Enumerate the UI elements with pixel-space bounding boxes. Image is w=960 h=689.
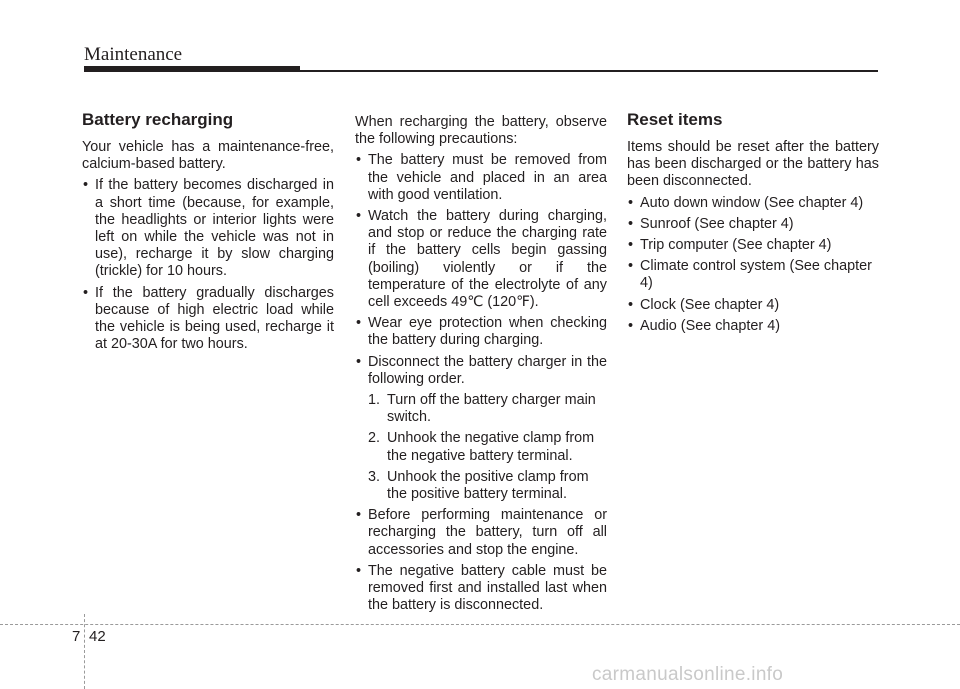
battery-recharging-section xyxy=(82,109,334,357)
precaution-bullet: • Wear eye protection when checking the battery during charging. xyxy=(355,315,607,349)
reset-item: • Audio (See chapter 4) xyxy=(627,318,879,335)
reset-item: • Clock (See chapter 4) xyxy=(627,297,879,314)
step-text: Turn off the battery charger main switch. xyxy=(387,392,596,426)
reset-item: • Sunroof (See chapter 4) xyxy=(627,216,879,233)
step-number: 3. xyxy=(368,468,381,485)
precaution-bullet: • The negative battery cable must be removed first and installed last when the battery is disconnected. xyxy=(355,563,607,615)
precautions-bullet-list-after xyxy=(355,507,607,614)
battery-bullet: • If the battery becomes discharged in a short time (because, for example, the headlights or interior lights were left on while the vehicle was not in use), recharge it by slow charging (trickle) for 10 hours. xyxy=(82,177,334,280)
disconnect-step xyxy=(368,469,607,503)
footer-divider xyxy=(0,624,960,625)
disconnect-step xyxy=(368,392,607,426)
reset-items-heading: Reset items xyxy=(627,110,723,129)
page-header-title: Maintenance xyxy=(84,44,183,65)
watermark: carmanualsonline.info xyxy=(592,664,784,685)
footer-vertical-divider xyxy=(84,614,85,689)
reset-item: • Trip computer (See chapter 4) xyxy=(627,237,879,254)
disconnect-steps-list xyxy=(355,392,607,503)
precautions-intro: When recharging the battery, observe the following precautions: xyxy=(355,114,607,148)
battery-recharging-heading: Battery recharging xyxy=(82,110,234,129)
precaution-bullet: • Disconnect the battery charger in the following order. xyxy=(355,354,607,388)
battery-intro: Your vehicle has a maintenance-free, calcium-based battery. xyxy=(82,139,334,173)
precaution-bullet: • Watch the battery during charging, and stop or reduce the charging rate if the battery cells begin gassing (boiling) violently or if the temperature of the electrolyte of any cell exceeds 49℃ (120℉). xyxy=(355,208,607,311)
step-text: Unhook the positive clamp from the positive battery terminal. xyxy=(387,468,589,503)
precautions-section xyxy=(355,114,607,618)
header-rule-thin xyxy=(300,70,878,72)
reset-item: • Climate control system (See chapter 4) xyxy=(627,258,879,292)
precaution-bullet: • Before performing maintenance or recharging the battery, turn off all accessories and stop the engine. xyxy=(355,507,607,559)
reset-items-section xyxy=(627,109,879,339)
reset-intro: Items should be reset after the battery has been discharged or the battery has been disconnected. xyxy=(627,139,879,190)
chapter-number: 7 xyxy=(72,628,81,645)
step-number: 1. xyxy=(368,392,381,409)
disconnect-step xyxy=(368,430,607,464)
battery-bullet: • If the battery gradually discharges because of high electric load while the vehicle is being used, recharge it at 20-30A for two hours. xyxy=(82,285,334,354)
reset-items-list xyxy=(627,195,879,335)
step-number: 2. xyxy=(368,430,381,447)
precaution-bullet: • The battery must be removed from the vehicle and placed in an area with good ventilation. xyxy=(355,152,607,204)
step-text: Unhook the negative clamp from the negative battery terminal. xyxy=(387,430,595,464)
precautions-bullet-list xyxy=(355,152,607,388)
header-rule-thick xyxy=(84,66,300,72)
page-number: 42 xyxy=(89,628,106,645)
battery-bullet-list xyxy=(82,177,334,353)
reset-item: • Auto down window (See chapter 4) xyxy=(627,195,879,212)
